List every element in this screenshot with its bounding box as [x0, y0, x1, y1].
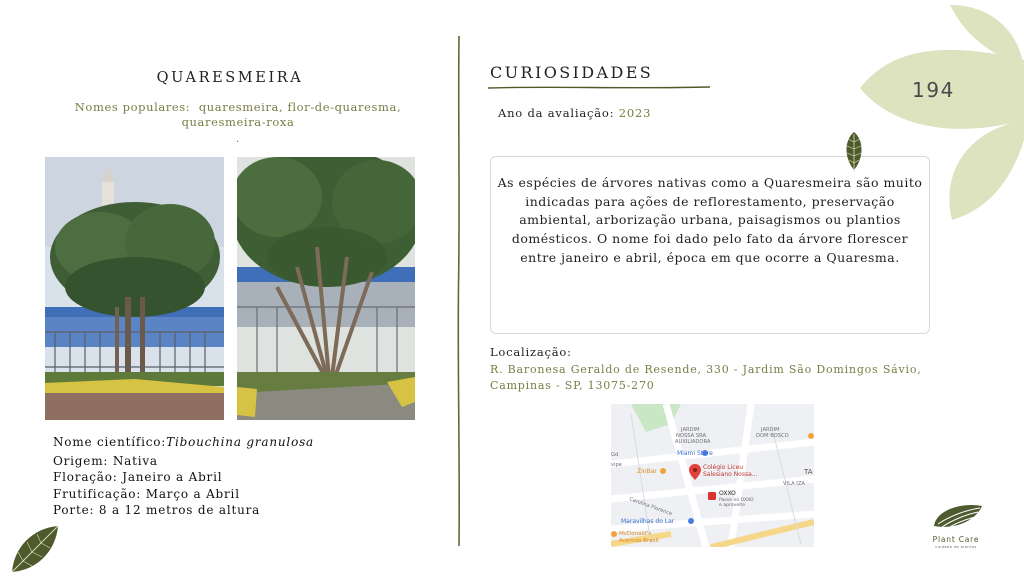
oxxo-pin-icon[interactable] [708, 492, 716, 500]
evaluation-year [498, 106, 651, 120]
popular-names-line2: quaresmeira-roxa [181, 115, 295, 129]
map-label-jardim-dom-2: DOM BOSCO [756, 433, 789, 439]
year-value: 2023 [618, 106, 652, 120]
species-title: QUARESMEIRA [156, 70, 304, 86]
origin: Origem: Nativa [53, 453, 158, 468]
poi-pin-icon[interactable] [808, 433, 814, 439]
brand-tagline: cuidado de plantas [935, 545, 977, 549]
curiosities-title: CURIOSIDADES [490, 63, 654, 82]
map-label-ta: TA [804, 468, 813, 476]
map-label-jardim-dom-1: JARDIM [761, 427, 780, 433]
map-label-colegio-2: Salesiano Nossa... [703, 471, 758, 478]
brand-name: Plant Care [932, 535, 980, 544]
map-label-jardim-nossa-1: JARDIM [681, 427, 700, 433]
page-number: 194 [912, 78, 955, 102]
tree-photo-trunks [237, 157, 415, 420]
small-leaf-icon [842, 132, 866, 172]
popular-names-label: Nomes populares: [74, 100, 191, 114]
map-label-oxxo-3: e aproveite [719, 503, 746, 508]
year-label: Ano da avaliação: [498, 106, 615, 120]
scientific-name-label: Nome científico: [53, 435, 167, 449]
popular-names-line1: quaresmeira, flor-de-quaresma, [198, 100, 402, 114]
scientific-name-line [53, 434, 314, 451]
address-line1: R. Baronesa Geraldo de Resende, 330 - Jardim São Domingos Sávio, [490, 363, 922, 376]
popular-names [50, 100, 426, 130]
map-label-oxxo-1: OXXO [719, 490, 736, 497]
map-label-gd: Gd [611, 452, 619, 458]
tree-photo-front [45, 157, 224, 420]
flowering: Floração: Janeiro a Abril [53, 470, 223, 485]
scientific-name: Tibouchina granulosa [166, 435, 315, 449]
restaurant-pin-icon[interactable] [611, 531, 617, 537]
size: Porte: 8 a 12 metros de altura [53, 503, 261, 518]
map-label-jardim-nossa-2: NOSSA SRA. [676, 433, 708, 439]
bottom-leaf-icon [8, 522, 62, 576]
map-label-colegio-1: Colégio Liceu [703, 464, 744, 471]
bar-pin-icon[interactable] [660, 468, 666, 474]
curiosities-text: As espécies de árvores nativas como a Quaresmeira são muito indicadas para ações de reflorestamento, preservação ambiental, arborização urbana, paisagismos ou plantios domésticos. O nome foi dado pelo fato da árvore florescer entre janeiro e abril, época em que ocorre a Quaresma. [497, 175, 923, 265]
species-facts [53, 434, 314, 519]
map-label-zinbar: ZinBar [637, 468, 657, 475]
location-address [490, 362, 940, 393]
map-label-carolina: Carolina Florence [628, 496, 673, 518]
map-label-oxxo-2: Passe no OXXO [719, 498, 754, 503]
location-label: Localização: [490, 345, 572, 359]
column-divider [455, 36, 463, 546]
map-label-vipe: vipe [611, 462, 622, 468]
address-line2: Campinas - SP, 13075-270 [490, 378, 655, 392]
decorative-leaves [860, 0, 1024, 222]
shop-pin-icon[interactable] [688, 518, 694, 524]
map-label-mcd-2: Avenida Brasil [619, 538, 659, 544]
separator-dot: . [236, 134, 240, 145]
fruiting: Frutificação: Março a Abril [53, 486, 240, 501]
map-label-jardim-nossa-3: AUXILIADORA [675, 439, 711, 445]
map-label-maravilhas: Maravilhas do Lar [621, 518, 675, 525]
map-label-miami: Miami Store [677, 450, 713, 457]
map-label-mcd-1: McDonald's [619, 531, 652, 537]
location-map[interactable] [611, 404, 814, 547]
map-label-vila: VILA IZA [783, 481, 805, 487]
title-underline [488, 83, 710, 91]
